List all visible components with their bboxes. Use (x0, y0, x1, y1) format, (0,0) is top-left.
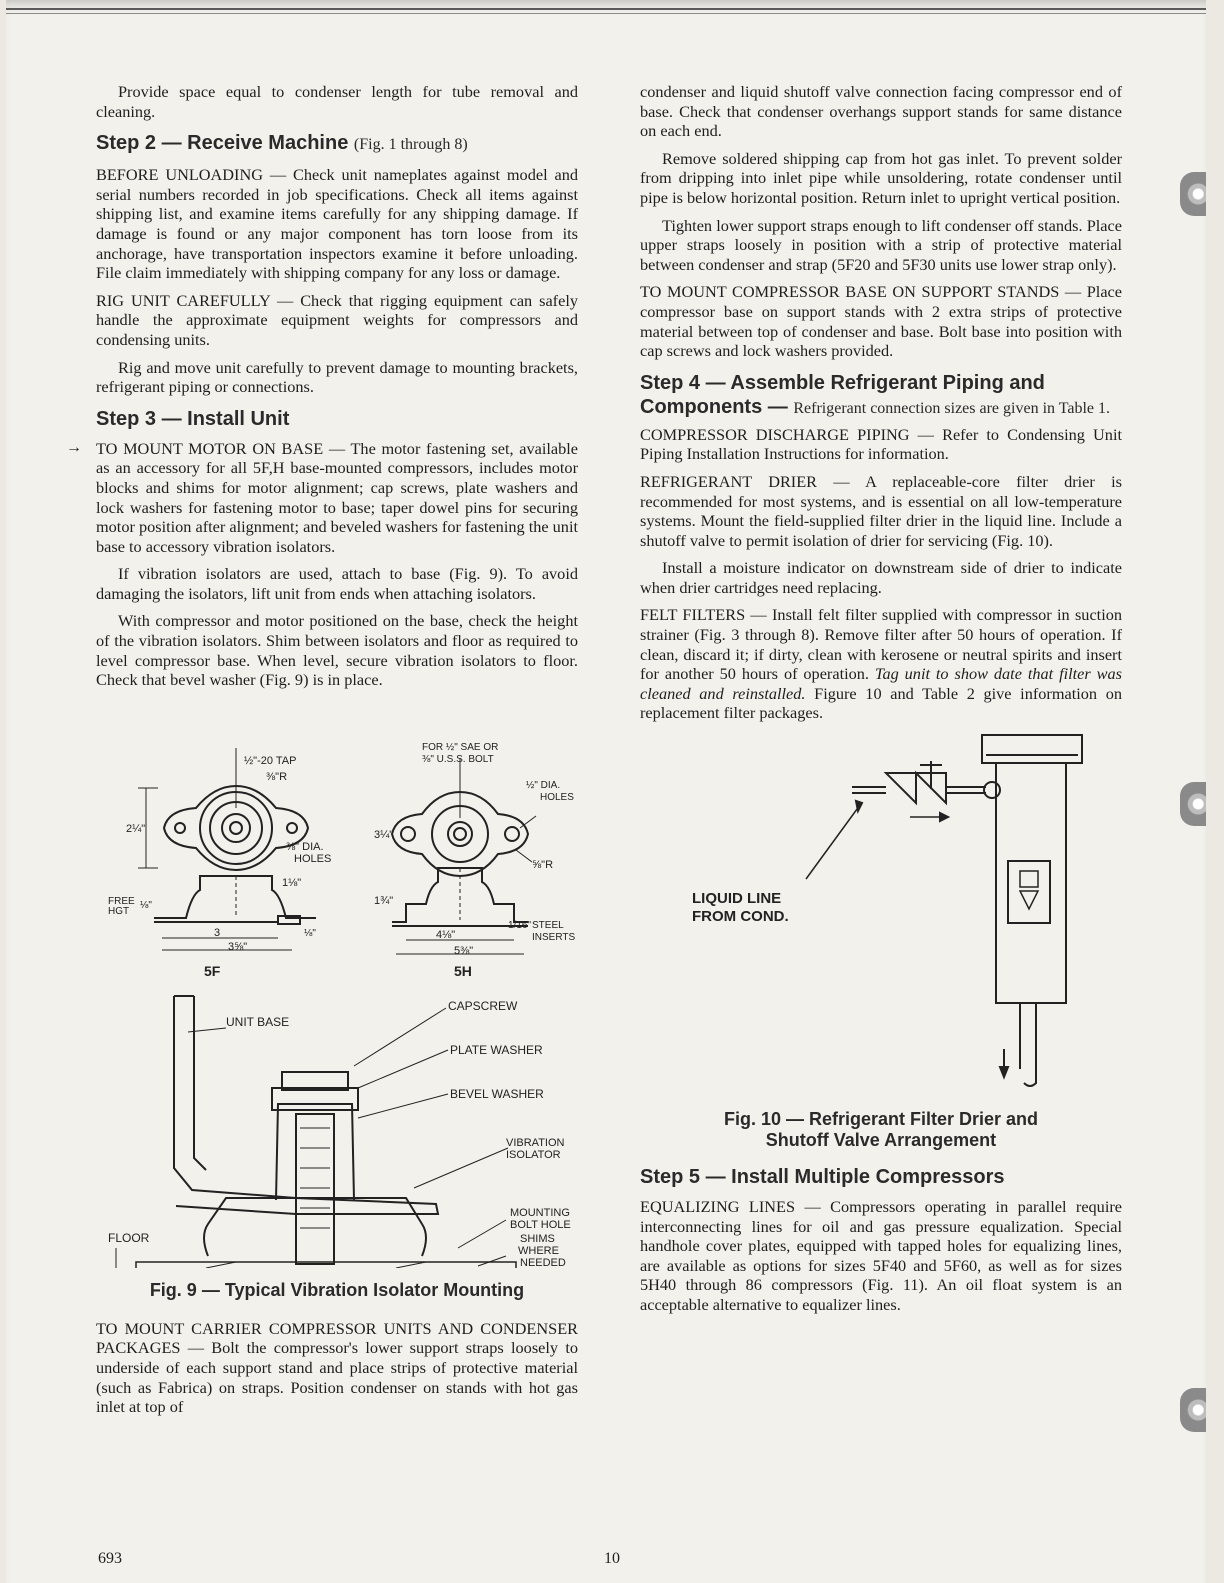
felt-filters-end: Figure 10 and Table 2 give information on replacement filter packages. (640, 683, 1122, 723)
fig9-dim-2-14: 2¼" (126, 822, 146, 835)
fig9-dim-18b: ⅛" (304, 927, 316, 939)
fig9-where: WHERE (518, 1244, 559, 1257)
fig9-uss-bolt: ⅜" U.S.S. BOLT (422, 753, 494, 765)
fig9-shims: SHIMS (520, 1232, 555, 1245)
change-arrow-icon: → (66, 438, 82, 456)
fig10-from-cond: FROM COND. (692, 908, 789, 926)
intro-paragraph: Provide space equal to condenser length for tube removal and cleaning. (96, 82, 578, 121)
step4-title: Step 4 — Assemble Refrigerant Piping and Components — (640, 371, 1045, 418)
label-5h: 5H (454, 962, 472, 979)
fig9-bolt-hole: BOLT HOLE (510, 1218, 571, 1231)
fig9-holes-label: HOLES (294, 852, 332, 865)
fig9-vibration: VIBRATION (506, 1136, 565, 1149)
fig9-unit-base: UNIT BASE (226, 1014, 290, 1029)
fig9-hgt-label: HGT (108, 905, 130, 917)
rig-unit-paragraph: RIG UNIT CAREFULLY — Check that rigging equipment can safely handle the approximate equipment weights for compressors and condensing units. (96, 290, 578, 349)
step2-heading (96, 131, 578, 157)
fig9-dim-5-38: 5⅜" (454, 944, 474, 957)
fig9-dim-18: ⅛" (140, 899, 152, 911)
fig9-r58: ⅝"R (532, 858, 554, 871)
fig9-half-dia: ½" DIA. (526, 779, 561, 791)
fig9-half-holes: HOLES (540, 791, 574, 803)
fig9-dim-3-14: 3¼" (374, 828, 394, 841)
isolator-assembly-section (116, 996, 516, 1268)
binder-ring-icon (1180, 172, 1206, 216)
binder-ring-icon (1180, 1388, 1206, 1432)
fig9-isolator: ISOLATOR (506, 1148, 561, 1161)
fig10-caption-line1: Fig. 10 — Refrigerant Filter Drier and (723, 1109, 1039, 1130)
label-5f: 5F (204, 962, 221, 979)
fig9-dia-label: ⅜" DIA. (286, 840, 324, 853)
shipping-cap-paragraph: Remove soldered shipping cap from hot gas inlet. To prevent solder from dripping into inlet pipe while unsoldering, rotate condenser until pipe is below horizontal position. Return inlet to upright vertical position. (640, 148, 1122, 207)
discharge-piping-paragraph: COMPRESSOR DISCHARGE PIPING — Refer to Condensing Unit Piping Installation Instructions for information. (640, 424, 1122, 464)
felt-filters-italic: Tag unit to show date that filter was cleaned and reinstalled. (640, 664, 1122, 703)
equalizing-lines-paragraph: EQUALIZING LINES — Compressors operating in parallel require interconnecting lines for oil and gas pressure equalization. Special handhole cover plates, equipped with tapped holes for equalizing lines, are available as options for sizes 5F40 and 5F60, as well as for sizes 5H40 through 86 compressors (Fig. 11). An oil float system is an acceptable alternative to equalizer lines. (640, 1197, 1122, 1314)
top-rule (6, 8, 1206, 10)
step2-title: Step 2 — Receive Machine (96, 132, 349, 155)
fig9-dim-1-34: 1¾" (374, 894, 394, 907)
before-unloading-paragraph: BEFORE UNLOADING — Check unit nameplates against model and serial numbers recorded in job specifications. Check all items against shipping list, and examine items carefully for any shipping damage. If damage is found or any major component has torn loose from its anchorage, have transportation inspectors examine it before unloading. File claim immediately with shipping company for any loss or damage. (96, 165, 578, 283)
fig9-dim-116: 1/16" (508, 919, 532, 931)
fig9-tap-label: ½"-20 TAP (244, 754, 297, 767)
fig10-liquid-line: LIQUID LINE (692, 890, 782, 908)
shim-paragraph: With compressor and motor positioned on the base, check the height of the vibration isolators. Shim between isolators and floor as required to level compressor base. When level, secure vibration isolators to floor. Check that bevel washer (Fig. 9) is in place. (96, 611, 578, 690)
rig-move-paragraph: Rig and move unit carefully to prevent damage to mounting brackets, refrigerant piping or connections. (96, 357, 578, 397)
page-number: 10 (604, 1550, 620, 1567)
filter-drier-assembly (806, 735, 1122, 1086)
fig9-capscrew: CAPSCREW (448, 998, 518, 1013)
isolator-5h-side-view (392, 868, 528, 954)
document-page (6, 0, 1206, 1583)
fig9-needed: NEEDED (520, 1256, 566, 1268)
right-column (640, 82, 1122, 1323)
fig9-bevel-washer: BEVEL WASHER (450, 1086, 544, 1101)
moisture-indicator-paragraph: Install a moisture indicator on downstream side of drier to indicate when drier cartridges need replacing. (640, 558, 1122, 597)
condenser-cont-paragraph: condenser and liquid shutoff valve connection facing compressor end of base. Check that condenser overhangs support stands for same distance on each end. (640, 82, 1122, 141)
refrigerant-drier-paragraph: REFRIGERANT DRIER — A replaceable-core filter drier is recommended for most systems, and is essential on all low-temperature systems. Mount the field-supplied filter drier in the liquid line. Include a shutoff valve to permit isolation of drier for servicing (Fig. 10). (640, 471, 1122, 550)
fig9-inserts: INSERTS (532, 931, 576, 943)
mount-motor-paragraph: TO MOUNT MOTOR ON BASE — The motor fastening set, available as an accessory for all 5F,H base-mounted compressors, includes motor blocks and shims for motor alignment; cap screws, plate washers and lock washers for fastening motor to base; taper dowel pins for securing motor position after alignment; and beveled washers for fastening the unit base to accessory vibration isolators. (96, 438, 578, 556)
fig9-dim-4-18: 4⅛" (436, 928, 456, 941)
document-number: 693 (98, 1550, 122, 1567)
left-column (66, 82, 578, 1425)
fig9-for-sae: FOR ½" SAE OR (422, 741, 499, 753)
fig9-drawing (96, 728, 578, 1268)
mount-carrier-paragraph: TO MOUNT CARRIER COMPRESSOR UNITS AND CONDENSER PACKAGES — Bolt the compressor's lower support straps loosely to underside of each support stand and place strips of protective material (such as Fabrica) on straps. Position condenser on stands with hot gas inlet at top of (96, 1318, 578, 1417)
isolator-5h-top-view (392, 758, 536, 876)
felt-filters-text: FELT FILTERS — Install felt filter supplied with compressor in suction strainer (Fig. 3 through 8). Remove filter after 50 hours of operation. If clean, discard it; if dirty, clean with kerosene or neutral spirits and insert for another 50 hours of operation. (640, 605, 1122, 684)
fig9-dim-3-58: 3⅝" (228, 940, 248, 953)
step4-tail: Refrigerant connection sizes are given in Table 1. (793, 399, 1111, 417)
isolators-paragraph: If vibration isolators are used, attach to base (Fig. 9). To avoid damaging the isolators, lift unit from ends when attaching isolators. (96, 564, 578, 603)
fig9-free-label: FREE (108, 895, 135, 907)
mount-base-stands-paragraph: TO MOUNT COMPRESSOR BASE ON SUPPORT STANDS — Place compressor base on support stands with 2 extra strips of protective material between top of condenser and base. Bolt base into position with cap screws and lock washers provided. (640, 282, 1122, 361)
top-rule-thin (6, 13, 1206, 14)
fig10-caption-line2: Shutoff Valve Arrangement (765, 1130, 997, 1151)
fig9-dim-1-18: 1⅛" (282, 876, 302, 889)
binder-ring-icon (1180, 782, 1206, 826)
fig9-plate-washer: PLATE WASHER (450, 1042, 543, 1057)
fig9-steel: STEEL (532, 919, 564, 931)
fig9-r38-label: ⅜"R (266, 770, 288, 783)
fig9-dim-3: 3 (214, 926, 221, 939)
fig9-floor: FLOOR (108, 1230, 150, 1245)
step2-ref: (Fig. 1 through 8) (353, 136, 468, 154)
step4-heading (640, 371, 1122, 421)
step3-heading: Step 3 — Install Unit (96, 407, 290, 430)
fig10-drawing (640, 731, 1122, 1101)
fig9-mounting: MOUNTING (510, 1206, 570, 1219)
felt-filters-paragraph (640, 605, 1122, 723)
fig9-caption: Fig. 9 — Typical Vibration Isolator Mounting (149, 1279, 525, 1300)
step5-heading: Step 5 — Install Multiple Compressors (640, 1166, 1005, 1189)
support-straps-paragraph: Tighten lower support straps enough to lift condenser off stands. Place upper straps loosely in position with a strip of protective material between condenser and strap (5F20 and 5F30 units use lower strap only). (640, 215, 1122, 274)
